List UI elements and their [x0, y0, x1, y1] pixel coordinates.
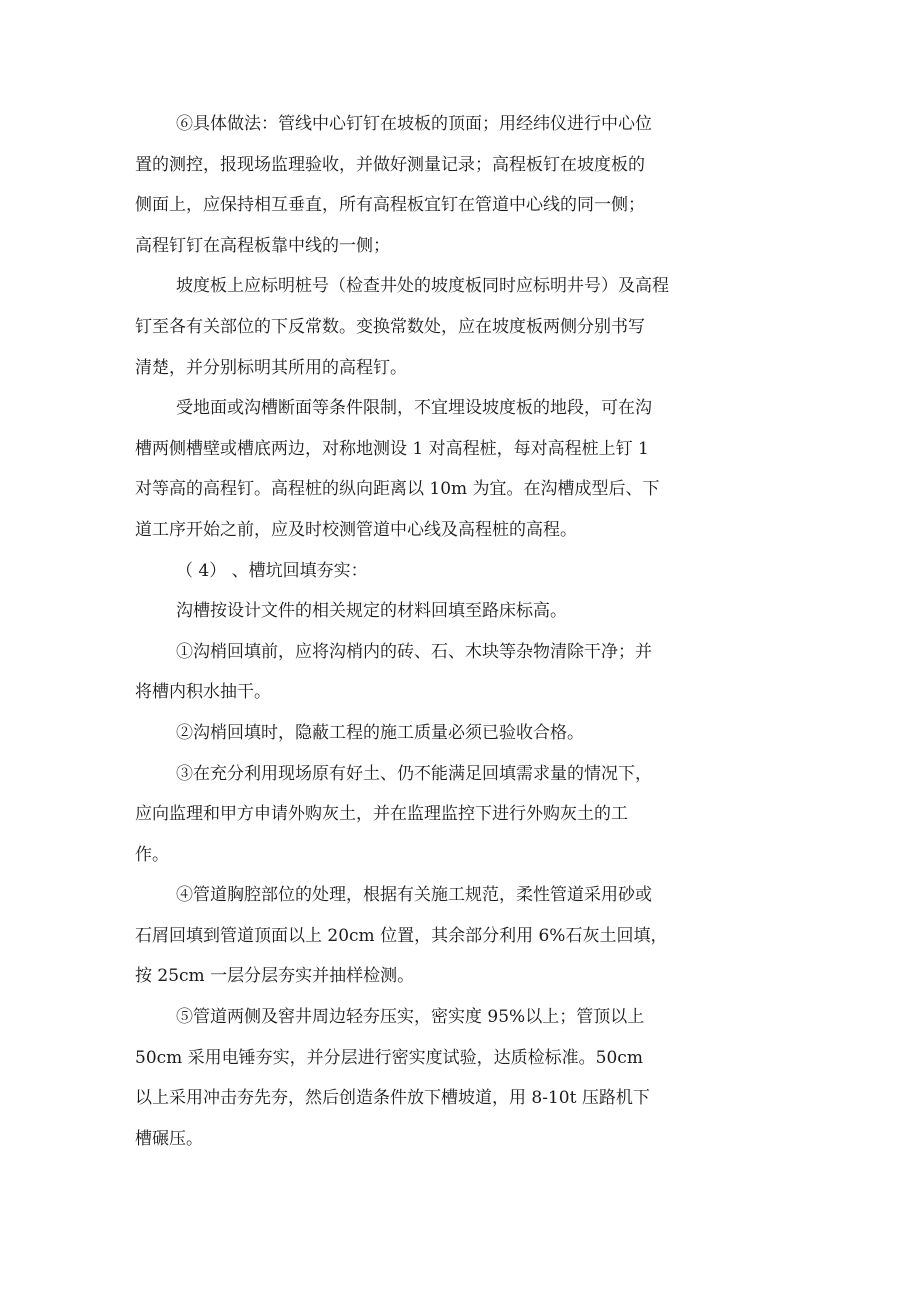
body-text: [135, 104, 735, 1159]
text-line: 受地面或沟槽断面等条件限制，不宜埋设坡度板的地段，可在沟: [176, 398, 652, 419]
text-line: 将槽内积水抽干。: [135, 682, 271, 703]
text-line: 作。: [135, 844, 169, 865]
text-line: （ 4） 、槽坑回填夯实：: [176, 560, 368, 581]
text-line: ④管道胸腔部位的处理，根据有关施工规范，柔性管道采用砂或: [176, 885, 652, 906]
text-line: 清楚，并分别标明其所用的高程钉。: [135, 357, 407, 378]
text-line: 槽碾压。: [135, 1128, 203, 1149]
text-line: 钉至各有关部位的下反常数。变换常数处，应在坡度板两侧分别书写: [135, 316, 645, 337]
text-line: 高程钉钉在高程板靠中线的一侧；: [135, 235, 390, 256]
text-line: 置的测控，报现场监理验收，并做好测量记录；高程板钉在坡度板的: [135, 154, 645, 175]
text-line: ②沟梢回填时，隐蔽工程的施工质量必须已验收合格。: [176, 722, 584, 743]
text-line: 应向监理和甲方申请外购灰土，并在监理监控下进行外购灰土的工: [135, 804, 628, 825]
text-line: 沟槽按设计文件的相关规定的材料回填至路床标高。: [176, 601, 567, 622]
text-line: ⑥具体做法：管线中心钉钉在坡板的顶面；用经纬仪进行中心位: [176, 114, 652, 134]
text-line: 按 25cm 一层分层夯实并抽样检测。: [135, 966, 415, 987]
text-line: 以上采用冲击夯先夯，然后创造条件放下槽坡道，用 8-10t 压路机下: [135, 1088, 650, 1109]
text-line: ⑤管道两侧及窖井周边轻夯压实，密实度 95%以上；管顶以上: [176, 1007, 645, 1028]
text-line: 道工序开始之前，应及时校测管道中心线及高程桩的高程。: [135, 519, 577, 540]
text-line: ①沟梢回填前，应将沟梢内的砖、石、木块等杂物清除干净；并: [176, 641, 652, 662]
text-line: 石屑回填到管道顶面以上 20cm 位置，其余部分利用 6%石灰土回填，: [135, 925, 668, 946]
text-line: 对等高的高程钉。高程桩的纵向距离以 10m 为宜。在沟槽成型后、下: [135, 479, 660, 500]
text-line: 槽两侧槽壁或槽底两边，对称地测设 1 对高程桩，每对高程桩上钉 1: [135, 438, 649, 459]
text-line: 坡度板上应标明桩号（检查井处的坡度板同时应标明井号）及高程: [176, 276, 669, 297]
text-line: 50cm 采用电锤夯实，并分层进行密实度试验，达质检标准。50cm: [135, 1047, 643, 1068]
text-line: 侧面上，应保持相互垂直，所有高程板宜钉在管道中心线的同一侧；: [135, 195, 645, 216]
text-line: ③在充分利用现场原有好土、仍不能满足回填需求量的情况下，: [176, 763, 652, 784]
